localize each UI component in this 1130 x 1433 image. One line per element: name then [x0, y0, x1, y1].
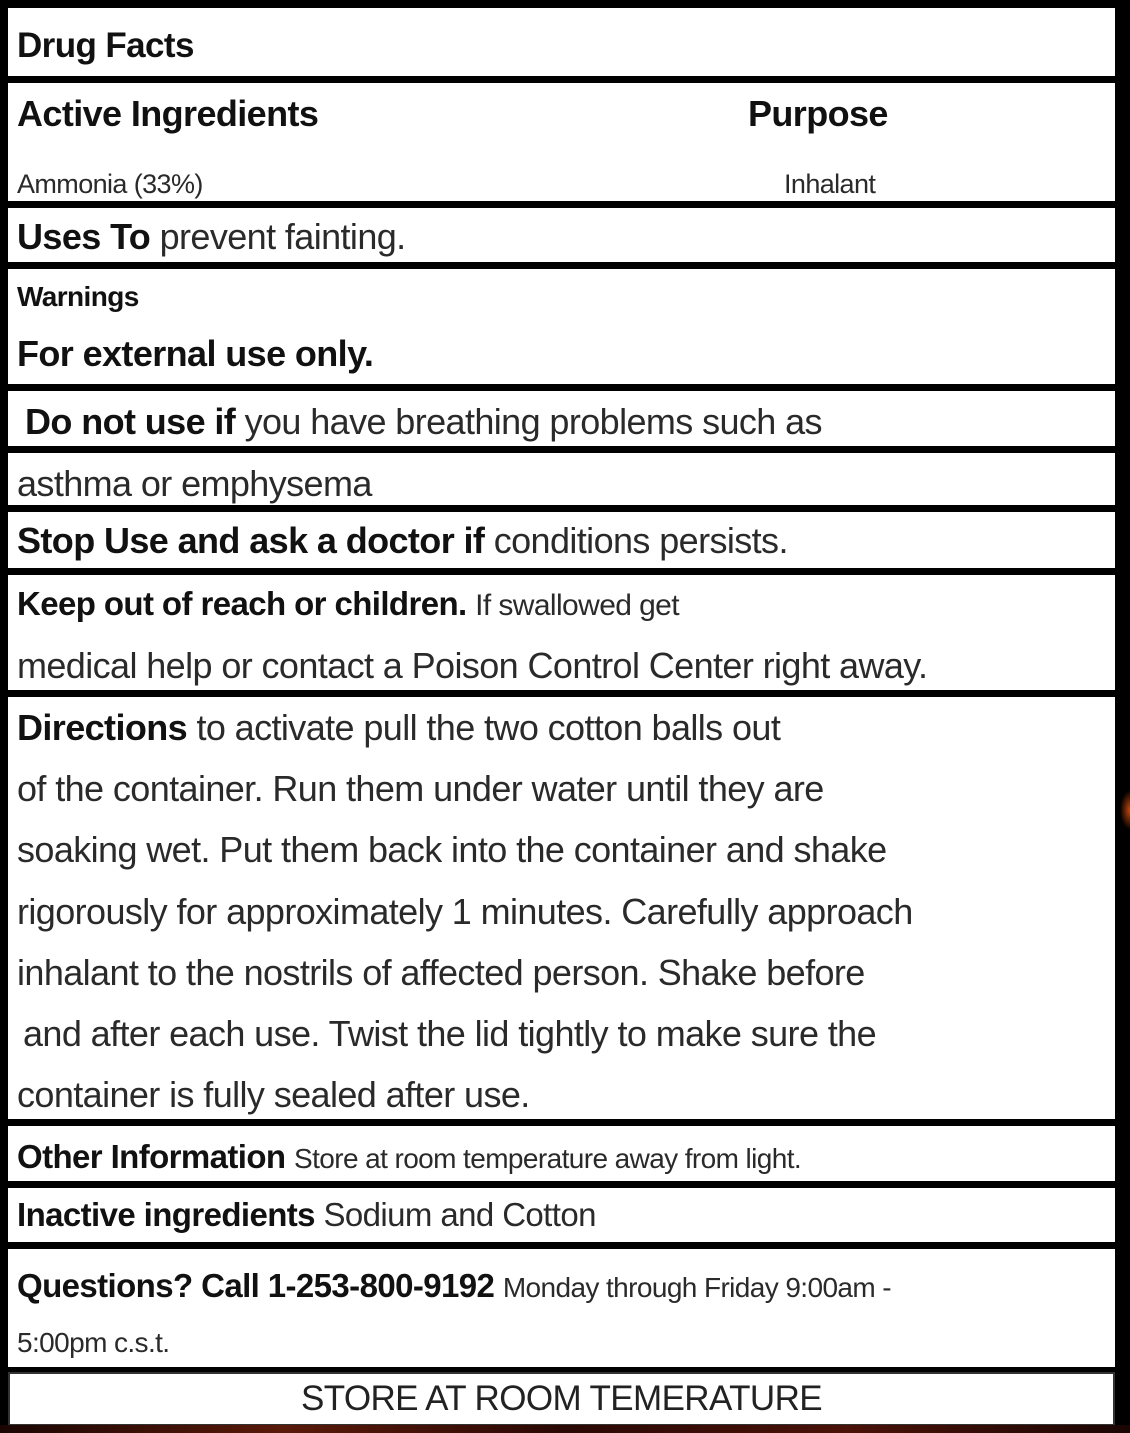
do-not-use-heading: Do not use if [25, 401, 236, 442]
other-information-text: Store at room temperature away from light. [294, 1143, 802, 1174]
uses-line [17, 216, 406, 258]
stop-use-row [8, 512, 1115, 568]
storage-footer: STORE AT ROOM TEMERATURE [8, 1372, 1115, 1426]
stop-use-heading: Stop Use and ask a doctor if [17, 520, 485, 561]
background-glow-bottom [0, 1425, 1130, 1433]
directions-line-1: Directions to activate pull the two cotton balls out [17, 707, 781, 748]
warnings-section [8, 269, 1115, 384]
uses-text: prevent fainting. [159, 216, 406, 257]
ingredient-name: Ammonia (33%) [17, 169, 203, 199]
other-information-heading: Other Information [17, 1138, 286, 1175]
stop-use-line [17, 520, 788, 562]
background-glow [1120, 790, 1130, 830]
uses-section [8, 208, 1115, 262]
inactive-ingredients-row [8, 1188, 1115, 1242]
directions-line-5: inhalant to the nostrils of affected person. Shake before [17, 952, 865, 993]
external-use-warning: For external use only. [17, 333, 374, 374]
keep-out-row [8, 575, 1115, 690]
title-row [8, 8, 1115, 76]
do-not-use-row [8, 391, 1115, 446]
active-ingredients-section [8, 83, 1115, 201]
directions-line-7: container is fully sealed after use. [17, 1074, 530, 1115]
uses-heading: Uses To [17, 216, 151, 257]
keep-out-text-2: medical help or contact a Poison Control Center right away. [17, 645, 928, 686]
do-not-use-line [25, 401, 822, 443]
drug-facts-label [8, 8, 1115, 1364]
do-not-use-row-2 [8, 453, 1115, 505]
questions-heading: Questions? Call 1-253-800-9192 [17, 1267, 495, 1304]
questions-hours: Monday through Friday 9:00am - [502, 1272, 892, 1303]
keep-out-line [17, 585, 679, 623]
purpose-heading: Purpose [748, 93, 888, 134]
keep-out-text: If swallowed get [475, 589, 679, 622]
ingredient-purpose: Inhalant [784, 169, 876, 199]
directions-line-4: rigorously for approximately 1 minutes. Carefully approach [17, 891, 913, 932]
active-ingredients-heading: Active Ingredients [17, 93, 319, 134]
other-information-row [8, 1126, 1115, 1181]
inactive-ingredients-line [17, 1196, 596, 1234]
directions-line-2: of the container. Run them under water until they are [17, 768, 824, 809]
directions-section [8, 697, 1115, 1119]
directions-line-6: and after each use. Twist the lid tightly to make sure the [23, 1013, 877, 1054]
other-information-line [17, 1138, 801, 1176]
questions-hours-2: 5:00pm c.s.t. [17, 1327, 170, 1358]
questions-row [8, 1249, 1115, 1367]
inactive-ingredients-heading: Inactive ingredients [17, 1196, 315, 1233]
directions-heading: Directions [17, 707, 188, 748]
keep-out-heading: Keep out of reach or children. [17, 585, 467, 622]
do-not-use-text-2: asthma or emphysema [17, 463, 372, 504]
directions-line-3: soaking wet. Put them back into the container and shake [17, 829, 887, 870]
do-not-use-text: you have breathing problems such as [244, 401, 822, 442]
page-title: Drug Facts [17, 26, 194, 65]
warnings-heading: Warnings [17, 281, 139, 312]
stop-use-text: conditions persists. [493, 520, 788, 561]
inactive-ingredients-text: Sodium and Cotton [323, 1196, 596, 1233]
questions-line [17, 1267, 891, 1305]
